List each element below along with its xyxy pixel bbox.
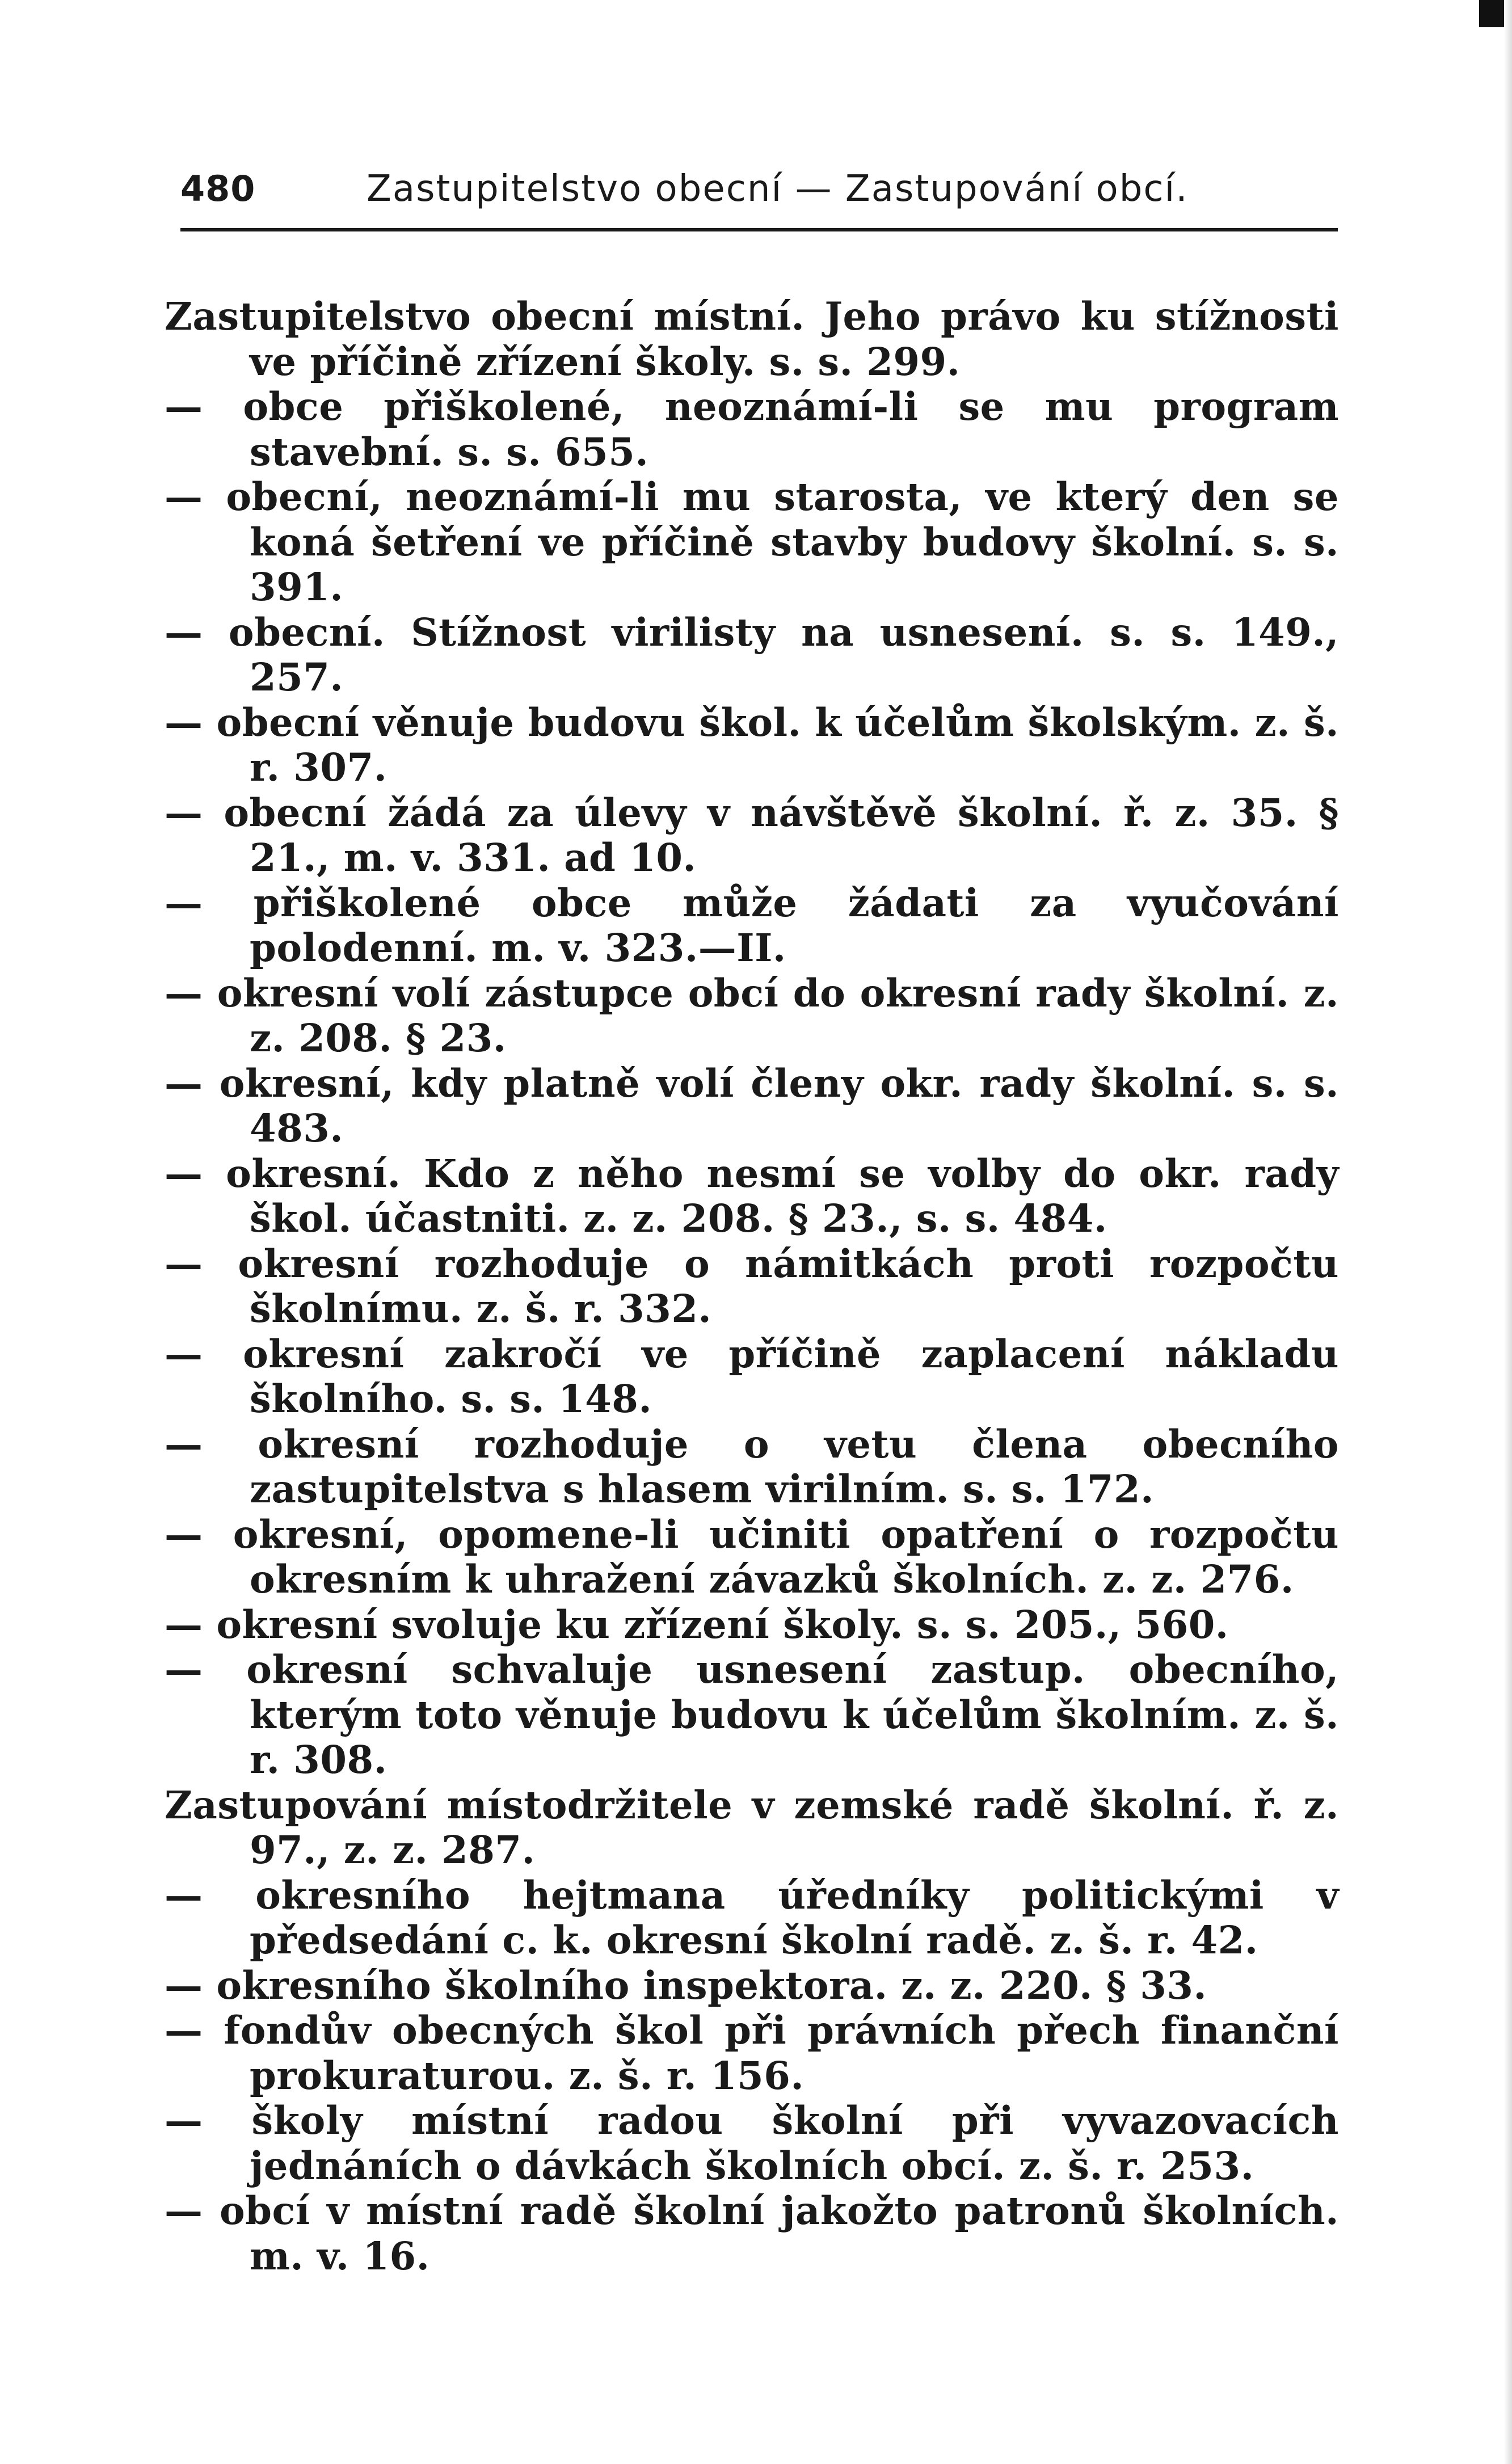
index-entry: — obecní věnuje budovu škol. k účelům školským. z. š. r. 307.	[165, 700, 1339, 790]
index-entry: — fondův obecných škol při právních přech finanční prokuraturou. z. š. r. 156.	[165, 2008, 1339, 2098]
index-entry: — okresní volí zástupce obcí do okresní rady školní. z. z. 208. § 23.	[165, 970, 1339, 1060]
index-entry: — okresní, opomene-li učiniti opatření o rozpočtu okresním k uhražení závazků školních. z. z. 276.	[165, 1511, 1339, 1602]
index-entry: — okresní schvaluje usnesení zastup. obecního, kterým toto věnuje budovu k účelům školním. z. š. r. 308.	[165, 1647, 1339, 1782]
index-entry: — obecní, neoznámí-li mu starosta, ve který den se koná šetření ve příčině stavby budovy školní. s. s. 391.	[165, 474, 1339, 609]
index-entry: — obecní. Stížnost virilisty na usnesení. s. s. 149., 257.	[165, 609, 1339, 700]
index-entry: — obecní žádá za úlevy v návštěvě školní. ř. z. 35. § 21., m. v. 331. ad 10.	[165, 790, 1339, 880]
header-rule	[180, 228, 1338, 231]
page-edge-shadow	[1504, 0, 1512, 2464]
index-entry: — okresní svoluje ku zřízení školy. s. s. 205., 560.	[165, 1602, 1229, 1647]
index-entry: Zastupování místodržitele v zemské radě školní. ř. z. 97., z. z. 287.	[165, 1782, 1339, 1872]
index-entries	[165, 294, 1339, 2278]
page-number: 480	[180, 168, 256, 209]
index-entry: — okresní rozhoduje o námitkách proti rozpočtu školnímu. z. š. r. 332.	[165, 1241, 1339, 1331]
index-entry: — okresního školního inspektora. z. z. 220. § 33.	[165, 1962, 1207, 2008]
index-entry: — obce přiškolené, neoznámí-li se mu program stavební. s. s. 655.	[165, 384, 1339, 474]
running-head: Zastupitelstvo obecní — Zastupování obcí.	[367, 168, 1189, 210]
index-entry: — okresní. Kdo z něho nesmí se volby do okr. rady škol. účastniti. z. z. 208. § 23., s. s. 484.	[165, 1151, 1339, 1241]
index-entry: — okresní, kdy platně volí členy okr. rady školní. s. s. 483.	[165, 1060, 1339, 1151]
index-entry: — obcí v místní radě školní jakožto patronů školních. m. v. 16.	[165, 2188, 1339, 2278]
index-entry: — přiškolené obce může žádati za vyučování polodenní. m. v. 323.—II.	[165, 880, 1339, 970]
page-header	[180, 154, 1338, 217]
index-entry: — školy místní radou školní při vyvazovacích jednáních o dávkách školních obcí. z. š. r. 253.	[165, 2098, 1339, 2188]
index-entry: — okresní rozhoduje o vetu člena obecního zastupitelstva s hlasem virilním. s. s. 172.	[165, 1421, 1339, 1511]
index-entry: — okresního hejtmana úředníky politickými v předsedání c. k. okresní školní radě. z. š. r. 42.	[165, 1872, 1339, 1962]
index-entry: Zastupitelstvo obecní místní. Jeho právo ku stížnosti ve příčině zřízení školy. s. s. 299.	[165, 294, 1339, 384]
index-entry: — okresní zakročí ve příčině zaplacení nákladu školního. s. s. 148.	[165, 1331, 1339, 1421]
